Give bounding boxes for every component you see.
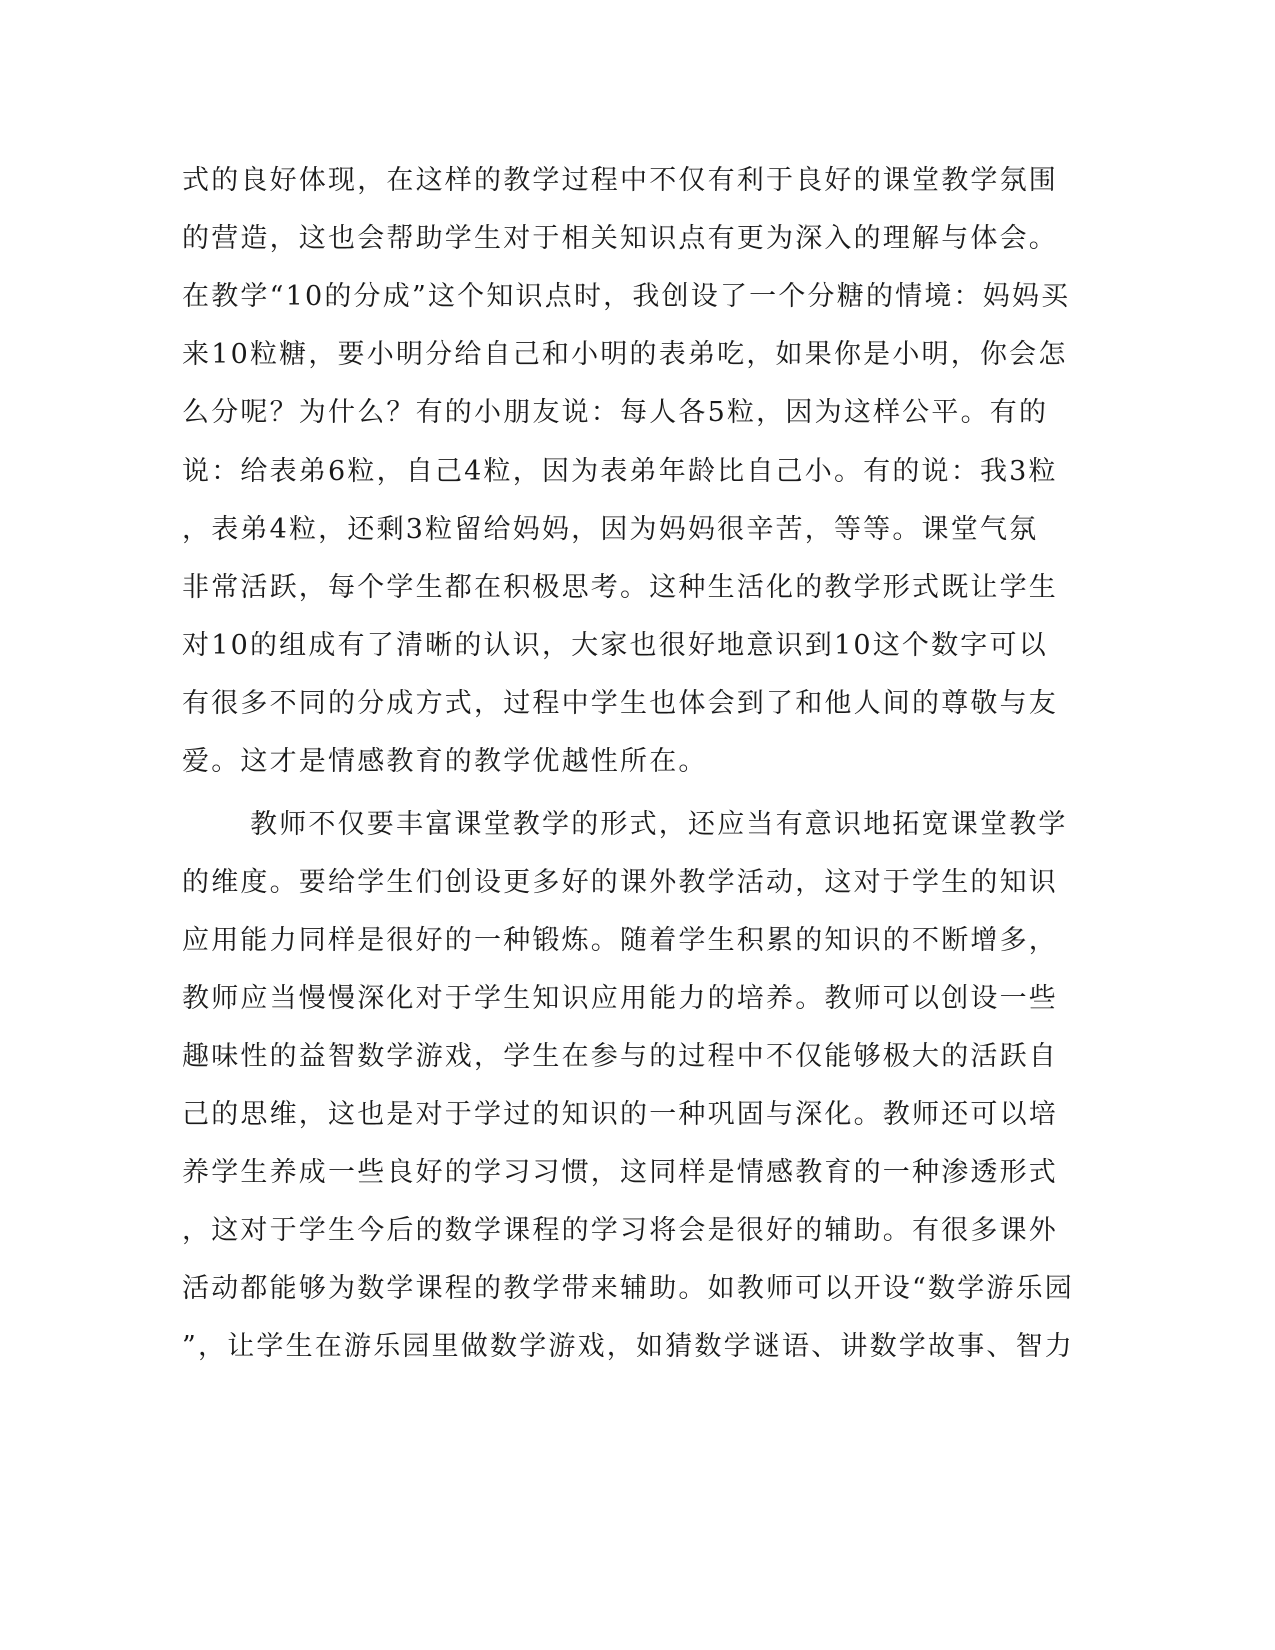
- text-line: 的营造，这也会帮助学生对于相关知识点有更为深入的理解与体会。: [182, 223, 1058, 254]
- text-line: 应用能力同样是很好的一种锻炼。随着学生积累的知识的不断增多，: [182, 925, 1058, 956]
- text-line: 在教学“10的分成”这个知识点时，我创设了一个分糖的情境：妈妈买: [182, 281, 1071, 312]
- text-line: 么分呢？为什么？有的小朋友说：每人各5粒，因为这样公平。有的: [182, 397, 1049, 428]
- text-line: ”，让学生在游乐园里做数学游戏，如猜数学谜语、讲数学故事、智力: [182, 1331, 1075, 1362]
- text-line: 来10粒糖，要小明分给自己和小明的表弟吃，如果你是小明，你会怎: [182, 339, 1068, 370]
- text-line: 教师应当慢慢深化对于学生知识应用能力的培养。教师可以创设一些: [182, 983, 1058, 1014]
- text-line: 说：给表弟6粒，自己4粒，因为表弟年龄比自己小。有的说：我3粒: [182, 456, 1058, 487]
- text-line: 式的良好体现，在这样的教学过程中不仅有利于良好的课堂教学氛围: [182, 165, 1058, 196]
- text-line: 有很多不同的分成方式，过程中学生也体会到了和他人间的尊敬与友: [182, 688, 1058, 719]
- text-line: 教师不仅要丰富课堂教学的形式，还应当有意识地拓宽课堂教学: [250, 809, 1068, 840]
- text-line: 对10的组成有了清晰的认识，大家也很好地意识到10这个数字可以: [182, 630, 1048, 661]
- text-line: 爱。这才是情感教育的教学优越性所在。: [182, 746, 708, 777]
- text-line: 己的思维，这也是对于学过的知识的一种巩固与深化。教师还可以培: [182, 1099, 1058, 1130]
- text-line: 的维度。要给学生们创设更多好的课外教学活动，这对于学生的知识: [182, 867, 1058, 898]
- text-line: 活动都能够为数学课程的教学带来辅助。如教师可以开设“数学游乐园: [182, 1273, 1075, 1304]
- text-line: 非常活跃，每个学生都在积极思考。这种生活化的教学形式既让学生: [182, 572, 1058, 603]
- text-line: ，这对于学生今后的数学课程的学习将会是很好的辅助。有很多课外: [182, 1215, 1058, 1246]
- text-line: 趣味性的益智数学游戏，学生在参与的过程中不仅能够极大的活跃自: [182, 1041, 1058, 1072]
- text-line: 养学生养成一些良好的学习习惯，这同样是情感教育的一种渗透形式: [182, 1157, 1058, 1188]
- text-line: ，表弟4粒，还剩3粒留给妈妈，因为妈妈很辛苦，等等。课堂气氛: [182, 514, 1039, 545]
